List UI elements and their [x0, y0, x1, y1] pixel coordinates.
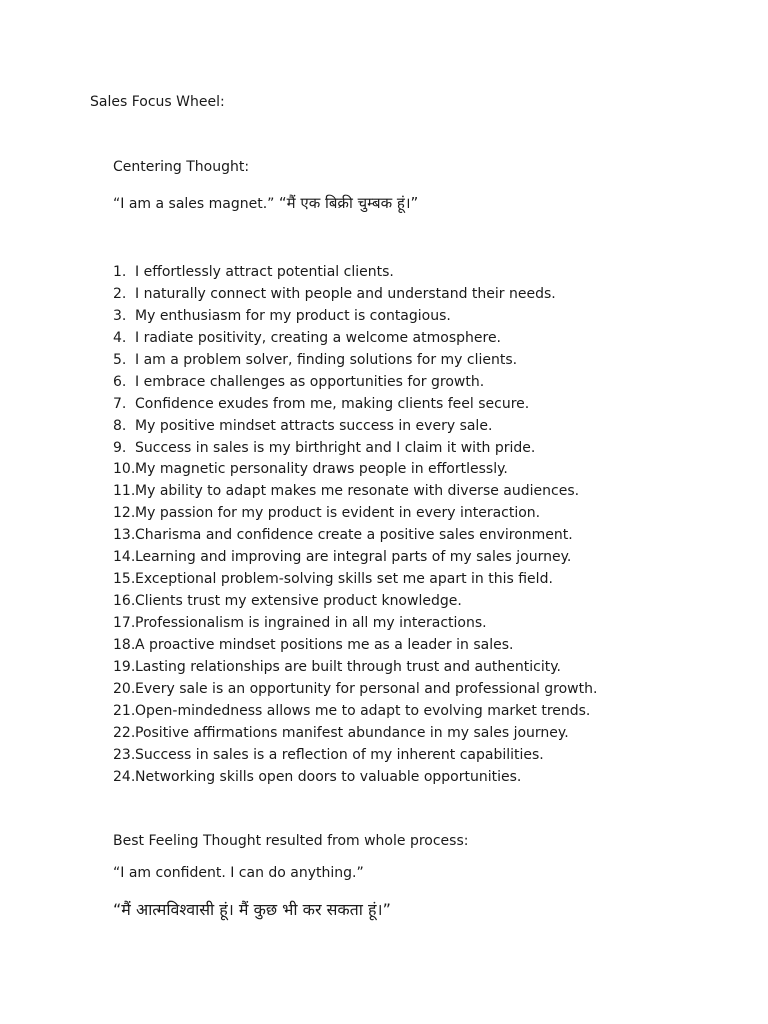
- list-item-text: I effortlessly attract potential clients.: [135, 264, 394, 280]
- list-item: [113, 394, 597, 416]
- list-item-number: 17.: [113, 615, 136, 631]
- affirmations-list: [113, 262, 597, 789]
- list-item-text: Networking skills open doors to valuable opportunities.: [135, 768, 522, 785]
- list-item-text: My passion for my product is evident in every interaction.: [135, 505, 541, 522]
- list-item-text: Positive affirmations manifest abundance in my sales journey.: [135, 724, 569, 741]
- list-item: [113, 679, 597, 701]
- list-item: [113, 635, 597, 657]
- list-item-number: 15.: [113, 571, 136, 588]
- list-item: [113, 328, 597, 350]
- list-item-number: 1.: [113, 264, 127, 280]
- list-item: [113, 723, 597, 745]
- list-item-text: Learning and improving are integral parts of my sales journey.: [135, 549, 572, 566]
- list-item-text: My magnetic personality draws people in effortlessly.: [135, 461, 508, 478]
- list-item-text: Exceptional problem-solving skills set me apart in this field.: [135, 571, 553, 588]
- list-item: [113, 372, 597, 394]
- list-item-number: 3.: [113, 307, 127, 324]
- list-item-number: 9.: [113, 439, 127, 456]
- centering-thought-label: Centering Thought:: [113, 159, 250, 175]
- list-item-text: Lasting relationships are built through trust and authenticity.: [135, 658, 561, 675]
- list-item-number: 2.: [113, 285, 127, 302]
- list-item-text: Confidence exudes from me, making clients feel secure.: [135, 395, 530, 412]
- list-item-number: 19.: [113, 658, 136, 675]
- best-feeling-quote-hindi: “मैं आत्मविश्वासी हूं। मैं कुछ भी कर सकता हूं।”: [113, 900, 391, 919]
- list-item-number: 4.: [113, 329, 127, 346]
- list-item-number: 5.: [113, 351, 127, 368]
- list-item: [113, 503, 597, 525]
- list-item: [113, 350, 597, 372]
- list-item-text: My enthusiasm for my product is contagious.: [135, 307, 451, 324]
- list-item: [113, 525, 597, 547]
- list-item: [113, 481, 597, 503]
- list-item-text: My ability to adapt makes me resonate with diverse audiences.: [135, 483, 580, 500]
- list-item-text: Clients trust my extensive product knowledge.: [135, 593, 462, 610]
- list-item-text: I am a problem solver, finding solutions for my clients.: [135, 351, 518, 368]
- list-item: [113, 547, 597, 569]
- list-item-text: Charisma and confidence create a positive sales environment.: [135, 527, 573, 544]
- list-item-text: Success in sales is a reflection of my inherent capabilities.: [135, 746, 544, 763]
- list-item: [113, 591, 597, 613]
- list-item-number: 18.: [113, 636, 136, 653]
- list-item-number: 11.: [113, 483, 136, 500]
- list-item-text: Every sale is an opportunity for personal and professional growth.: [135, 680, 598, 697]
- list-item-number: 12.: [113, 505, 136, 522]
- list-item-number: 8.: [113, 417, 127, 434]
- list-item-number: 10.: [113, 461, 136, 478]
- list-item: [113, 701, 597, 723]
- list-item-text: I embrace challenges as opportunities for growth.: [135, 373, 485, 390]
- list-item-number: 24.: [113, 768, 136, 785]
- best-feeling-label: Best Feeling Thought resulted from whole process:: [113, 833, 469, 849]
- list-item: [113, 459, 597, 481]
- list-item: [113, 745, 597, 767]
- list-item-text: I radiate positivity, creating a welcome atmosphere.: [135, 329, 502, 346]
- best-feeling-quote-english: “I am confident. I can do anything.”: [113, 865, 364, 881]
- list-item-text: Open-mindedness allows me to adapt to evolving market trends.: [135, 702, 591, 719]
- list-item-text: I naturally connect with people and understand their needs.: [135, 285, 556, 302]
- list-item-number: 16.: [113, 593, 136, 610]
- centering-quote-hindi: “मैं एक बिक्री चुम्बक हूं।”: [278, 194, 419, 212]
- list-item-text: My positive mindset attracts success in every sale.: [135, 417, 493, 434]
- list-item-number: 21.: [113, 702, 136, 719]
- list-item: [113, 767, 597, 789]
- list-item: [113, 657, 597, 679]
- list-item-number: 23.: [113, 746, 136, 763]
- list-item: [113, 613, 597, 635]
- list-item-number: 20.: [113, 680, 136, 697]
- list-item-number: 6.: [113, 373, 127, 390]
- centering-thought-quote: [113, 194, 418, 213]
- list-item-number: 13.: [113, 527, 136, 544]
- centering-quote-english: “I am a sales magnet.”: [113, 196, 275, 212]
- list-item: [113, 262, 597, 284]
- list-item-number: 22.: [113, 724, 136, 741]
- list-item: [113, 569, 597, 591]
- list-item: [113, 284, 597, 306]
- list-item-text: Success in sales is my birthright and I claim it with pride.: [135, 439, 536, 456]
- list-item-number: 14.: [113, 549, 136, 566]
- list-item: [113, 438, 597, 460]
- list-item-text: Professionalism is ingrained in all my interactions.: [135, 615, 487, 631]
- list-item-number: 7.: [113, 395, 127, 412]
- document-title: Sales Focus Wheel:: [90, 94, 225, 110]
- list-item: [113, 306, 597, 328]
- list-item: [113, 416, 597, 438]
- list-item-text: A proactive mindset positions me as a leader in sales.: [135, 636, 514, 653]
